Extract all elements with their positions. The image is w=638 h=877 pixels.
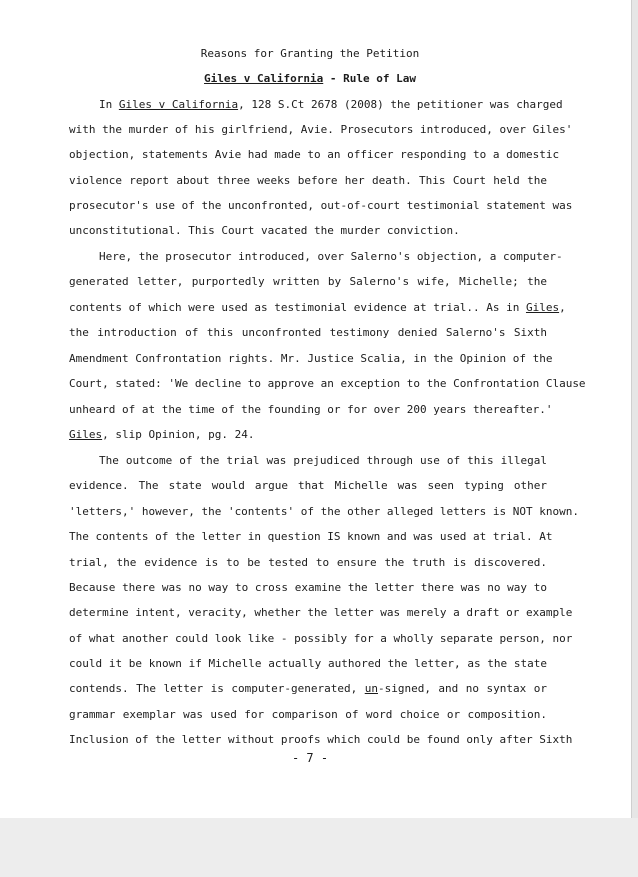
text-span: trial, the evidence is to be tested to ensure the truth is discovered. <box>69 556 547 569</box>
body-line <box>69 403 553 417</box>
body-line <box>69 377 586 391</box>
text-span: unheard of at the time of the founding or for over 200 years thereafter.' <box>69 403 553 416</box>
body-line <box>69 123 573 137</box>
text-span: generated letter, purportedly written by Salerno's wife, Michelle; the <box>69 275 547 288</box>
text-span: Amendment Confrontation rights. Mr. Justice Scalia, in the Opinion of the <box>69 352 553 365</box>
text-span: contents of which were used as testimonial evidence at trial.. As in <box>69 301 526 314</box>
body-line <box>69 148 560 162</box>
body-line <box>69 632 573 646</box>
text-span: unconstitutional. This Court vacated the murder conviction. <box>69 224 460 237</box>
subheading-rest: - Rule of Law <box>323 72 416 85</box>
text-span: could it be known if Michelle actually authored the letter, as the state <box>69 657 547 670</box>
text-span: prosecutor's use of the unconfronted, out-of-court testimonial statement was <box>69 199 573 212</box>
text-span: Court, stated: 'We decline to approve an exception to the Confrontation Clause <box>69 377 586 390</box>
text-span: In <box>99 98 119 111</box>
text-span: Here, the prosecutor introduced, over Salerno's objection, a computer- <box>99 250 563 263</box>
text-span: objection, statements Avie had made to an officer responding to a domestic <box>69 148 560 161</box>
body-line <box>69 174 547 188</box>
text-span: Because there was no way to cross examine the letter there was no way to <box>69 581 547 594</box>
body-line <box>69 428 547 442</box>
text-span: The outcome of the trial was prejudiced through use of this illegal <box>99 454 547 467</box>
body-line <box>99 454 547 468</box>
body-line <box>99 250 563 264</box>
body-line <box>69 479 547 493</box>
text-span: with the murder of his girlfriend, Avie. Prosecutors introduced, over Giles' <box>69 123 573 136</box>
section-subheading <box>0 72 620 85</box>
text-span: evidence. The state would argue that Michelle was seen typing other <box>69 479 547 492</box>
underlined-text: un <box>364 682 378 695</box>
text-span: contends. The letter is computer-generated, <box>69 682 365 695</box>
body-line <box>69 505 579 519</box>
body-line <box>69 657 547 671</box>
text-span: determine intent, veracity, whether the letter was merely a draft or example <box>69 606 573 619</box>
subheading-case-name: Giles v California <box>204 72 324 85</box>
underlined-text: Giles v California <box>118 98 239 111</box>
body-line <box>69 326 547 340</box>
text-span: , <box>559 301 566 314</box>
body-line <box>69 224 547 238</box>
underlined-text: Giles <box>525 301 560 314</box>
body-line <box>69 556 547 570</box>
body-line <box>69 352 553 366</box>
text-span: violence report about three weeks before her death. This Court held the <box>69 174 547 187</box>
text-span: The contents of the letter in question IS known and was used at trial. At <box>69 530 553 543</box>
text-span: 'letters,' however, the 'contents' of the other alleged letters is NOT known. <box>69 505 579 518</box>
text-span: the introduction of this unconfronted testimony denied Salerno's Sixth <box>69 326 547 339</box>
scan-bottom-margin <box>0 818 638 877</box>
body-line <box>69 581 547 595</box>
text-span: of what another could look like - possibly for a wholly separate person, nor <box>69 632 573 645</box>
section-heading: Reasons for Granting the Petition <box>200 47 420 60</box>
page-edge-shadow <box>631 0 638 818</box>
body-line <box>69 733 573 747</box>
body-line <box>69 606 573 620</box>
text-span: grammar exemplar was used for comparison of word choice or composition. <box>69 708 547 721</box>
body-line <box>69 275 547 289</box>
body-line <box>69 530 553 544</box>
text-span: -signed, and no syntax or <box>377 682 547 695</box>
text-span: , 128 S.Ct 2678 (2008) the petitioner was charged <box>238 98 563 111</box>
body-line <box>99 98 563 112</box>
body-line <box>69 199 573 213</box>
text-span: Inclusion of the letter without proofs which could be found only after Sixth <box>69 733 573 746</box>
body-line <box>69 682 547 696</box>
body-line <box>69 708 547 722</box>
body-line <box>69 301 566 315</box>
text-span: , slip Opinion, pg. 24. <box>102 428 255 441</box>
underlined-text: Giles <box>69 428 103 441</box>
page-number: - 7 - <box>291 751 329 765</box>
